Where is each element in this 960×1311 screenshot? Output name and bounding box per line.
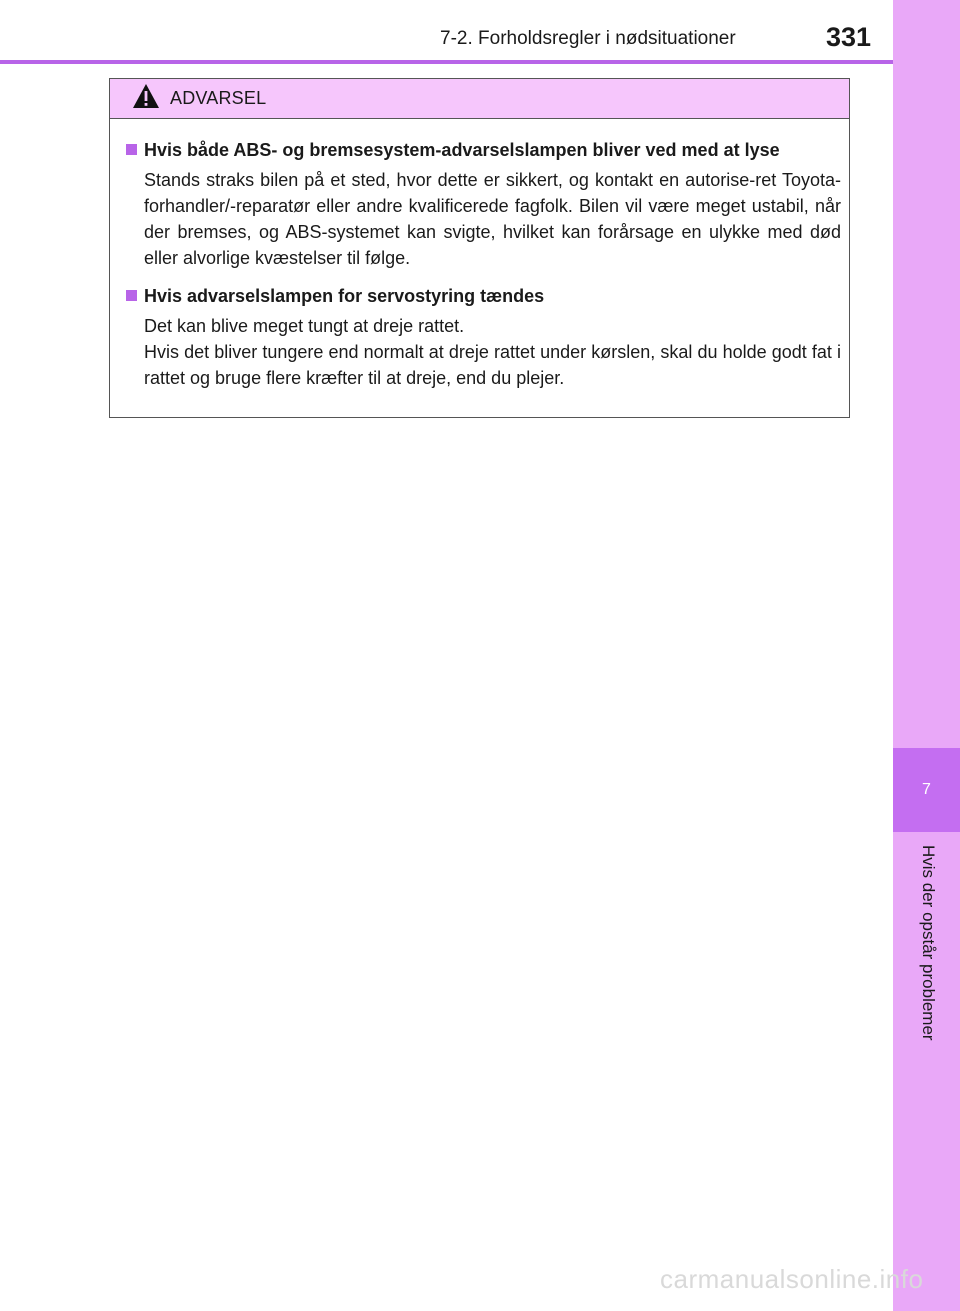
chapter-title: Hvis der opstår problemer [919, 845, 938, 1041]
header-rule [0, 60, 893, 64]
section-heading-text: Hvis både ABS- og bremsesystem-advarselslampen bliver ved med at lyse [144, 140, 780, 160]
section-title: 7-2. Forholdsregler i nødsituationer [440, 28, 736, 49]
warning-section [126, 137, 841, 271]
paragraph: Hvis det bliver tungere end normalt at dreje rattet under kørslen, skal du holde godt fat i rattet og bruge flere kræfter til at dreje, end du plejer. [144, 342, 841, 388]
warning-triangle-icon [132, 83, 160, 114]
section-heading-text: Hvis advarselslampen for servostyring tændes [144, 286, 545, 306]
side-tab [893, 0, 960, 1311]
square-bullet-icon [126, 290, 137, 301]
paragraph: Stands straks bilen på et sted, hvor dette er sikkert, og kontakt en autorise-ret Toyota-forhandler/-reparatør eller andre kvalificerede fagfolk. Bilen vil være meget ustabil, når der bremses, og ABS-systemet kan svigte, hvilket kan forårsage en ulykke med død eller alvorlige kvæstelser til følge. [144, 170, 841, 268]
page-number: 331 [826, 22, 872, 52]
chapter-number-tab[interactable] [893, 748, 960, 832]
paragraph: Det kan blive meget tungt at dreje rattet. [144, 316, 465, 336]
warning-box [109, 78, 850, 418]
warning-header [110, 79, 849, 119]
warning-section [126, 283, 841, 391]
warning-label: ADVARSEL [170, 88, 267, 108]
watermark: carmanualsonline.info [660, 1264, 924, 1294]
square-bullet-icon [126, 144, 137, 155]
section-heading [126, 283, 841, 309]
section-heading [126, 137, 841, 163]
chapter-number: 7 [922, 781, 931, 798]
warning-body [110, 119, 849, 417]
